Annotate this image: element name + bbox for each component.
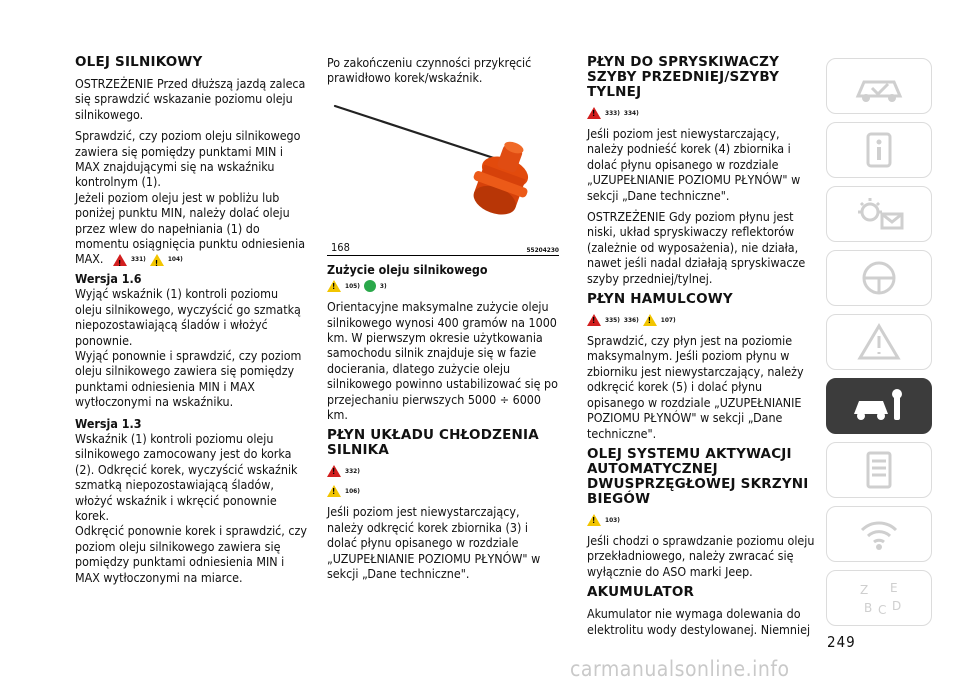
reference-number: 332) (345, 467, 360, 476)
paragraph: OSTRZEŻENIE Gdy poziom płynu jest niski, układ spryskiwaczy reflektorów (zależnie od wyposażenia), nie działa, nawet jeśli nadal działają spryskiwacze szyby przedniej/tylnej. (587, 209, 806, 286)
steering-wheel-icon (844, 256, 914, 300)
page-number: 249 (827, 633, 856, 651)
reference-icons (327, 464, 559, 478)
lights-envelope-icon (844, 192, 914, 236)
paragraph: Jeśli poziom jest niewystarczający, należy odkręcić korek zbiornika (3) i dolać płynu opisanego w rozdziale „UZUPEŁNIANIE POZIOMU PŁYNÓW" w sekcji „Dane techniczne". (327, 504, 541, 582)
reference-number: 105) (345, 282, 360, 291)
car-wrench-icon (844, 384, 914, 428)
reference-icons (113, 253, 183, 267)
section-heading-engine-oil: OLEJ SILNIKOWY (75, 54, 203, 70)
tab-dashboard[interactable] (826, 58, 932, 114)
dipstick-figure (327, 94, 559, 256)
spec-sheet-icon (844, 448, 914, 492)
tab-emergency[interactable] (826, 314, 932, 370)
paragraph: Jeśli poziom jest niewystarczający, należy podnieść korek (4) zbiornika i dolać płynu opisanego w rozdziale „UZUPEŁNIANIE POZIOMU PŁYNÓW" w sekcji „Dane techniczne". (587, 126, 801, 203)
column-3 (587, 55, 819, 643)
section-heading-coolant: PŁYN UKŁADU CHŁODZENIA SILNIKA (327, 427, 539, 459)
svg-text:B: B (864, 601, 873, 615)
reference-number: 331) (130, 255, 146, 264)
tab-driving[interactable] (826, 250, 932, 306)
svg-text:E: E (890, 581, 898, 595)
media-wifi-icon (844, 512, 914, 556)
tab-info[interactable] (826, 122, 932, 178)
environment-leaf-icon (364, 280, 376, 292)
caution-warning-icon (150, 254, 164, 266)
reference-number: 103) (605, 515, 620, 524)
info-book-icon (844, 128, 914, 172)
dipstick-illustration (327, 94, 559, 244)
warning-triangle-icon (844, 320, 914, 364)
danger-warning-icon (587, 314, 601, 326)
figure-divider (327, 255, 559, 256)
figure-code: 55204230 (526, 245, 559, 254)
section-heading-gearbox-oil: OLEJ SYSTEMU AKTYWACJI AUTOMATYCZNEJ DWUSPRZĘGŁOWEJ SKRZYNI BIEGÓW (587, 445, 809, 507)
svg-text:D: D (892, 599, 902, 613)
dashboard-car-icon (844, 64, 914, 108)
paragraph-text: Jeżeli poziom oleju jest w pobliżu lub poniżej punktu MIN, należy dolać oleju przez wlew do napełniania (1) do momentu osiągnięcia punktu odniesienia MAX. (75, 189, 306, 267)
paragraph: Wskaźnik (1) kontroli poziomu oleju silnikowego zamocowany jest do korka (2). Odkręcić korek, wyczyścić wskaźnik szmatką niepozostawiającą śladów, włożyć wskaźnik i wkręcić ponownie korek. (75, 431, 298, 524)
paragraph: Orientacyjne maksymalne zużycie oleju silnikowego wynosi 400 gramów na 1000 km. W pierwszym okresie użytkowania samochodu silnik znajduje się w fazie docierania, dlatego zużycie oleju silnikowego powinno ustabilizować się po przejechaniu pierwszych 5000 ÷ 6000 km. (327, 299, 558, 423)
section-heading-brake-fluid: PŁYN HAMULCOWY (587, 291, 733, 308)
caution-warning-icon (643, 314, 657, 326)
alphabet-index-icon (844, 576, 914, 620)
danger-warning-icon (113, 254, 127, 266)
subheading-oil-consumption: Zużycie oleju silnikowego (327, 261, 488, 277)
reference-number: 336) (623, 316, 639, 325)
section-heading-battery: AKUMULATOR (587, 584, 695, 601)
caution-warning-icon (587, 514, 601, 526)
danger-warning-icon (587, 107, 601, 119)
section-heading-washer-fluid: PŁYN DO SPRYSKIWACZY SZYBY PRZEDNIEJ/SZYBY TYLNEJ (587, 54, 780, 100)
reference-number: 106) (345, 487, 360, 496)
reference-number: 334) (623, 109, 639, 117)
danger-warning-icon (327, 465, 341, 477)
watermark: carmanualsonline.info (570, 657, 790, 681)
reference-icons (587, 313, 819, 327)
tab-multimedia[interactable] (826, 506, 932, 562)
paragraph: Sprawdzić, czy poziom oleju silnikowego zawiera się pomiędzy punktami MIN i MAX znajdującymi się na wskaźniku kontrolnym (1). (75, 128, 301, 190)
paragraph: Sprawdzić, czy płyn jest na poziomie maksymalnym. Jeśli poziom płynu w zbiorniku jest niewystarczający, należy odkręcić korek (5) i dolać płynu opisanego w rozdziale „UZUPEŁNIANIE POZIOMU PŁYNÓW" w sekcji „Dane techniczne". (587, 333, 804, 441)
column-1 (75, 55, 307, 591)
paragraph: Odkręcić ponownie korek i sprawdzić, czy poziom oleju silnikowego zawiera się pomiędzy punktami odniesienia MIN i MAX wytłoczonymi na miarce. (75, 523, 307, 585)
paragraph: Wyjąć ponownie i sprawdzić, czy poziom oleju silnikowego zawiera się pomiędzy punktami odniesienia MIN i MAX wytłoczonymi na wskaźniku. (75, 348, 302, 410)
paragraph: Akumulator nie wymaga dolewania do elektrolitu wody destylowanej. Niemniej (587, 606, 811, 637)
reference-number: 333) (605, 109, 620, 117)
reference-number: 3) (379, 282, 387, 291)
paragraph: Wyjąć wskaźnik (1) kontroli poziomu oleju silnikowego, wyczyścić go szmatką niepozostawiającą śladów i włożyć ponownie. (75, 286, 301, 348)
reference-icons (327, 279, 559, 293)
reference-icons (587, 513, 819, 527)
reference-number: 335) (605, 316, 620, 325)
paragraph: Jeśli chodzi o sprawdzanie poziomu oleju przekładniowego, należy zwracać się wyłącznie do ASO marki Jeep. (587, 532, 815, 579)
paragraph: Po zakończeniu czynności przykręcić prawidłowo korek/wskaźnik. (327, 55, 532, 86)
figure-number: 168 (331, 240, 350, 254)
paragraph: OSTRZEŻENIE Przed dłuższą jazdą zaleca się sprawdzić wskazanie poziomu oleju silnikowego. (75, 76, 306, 122)
caution-warning-icon (327, 485, 341, 497)
reference-number: 104) (167, 255, 183, 264)
chapter-sidebar (826, 58, 932, 634)
tab-index[interactable] (826, 570, 932, 626)
tab-maintenance[interactable] (826, 378, 932, 434)
caution-warning-icon (327, 280, 341, 292)
svg-text:Z: Z (860, 583, 869, 597)
tab-lights[interactable] (826, 186, 932, 242)
svg-text:C: C (878, 603, 887, 617)
version-heading: Wersja 1.3 (75, 415, 142, 431)
column-2 (327, 55, 559, 588)
reference-number: 107) (660, 316, 676, 325)
version-heading: Wersja 1.6 (75, 270, 142, 286)
reference-icons (327, 484, 559, 498)
tab-specifications[interactable] (826, 442, 932, 498)
reference-icons (587, 106, 819, 120)
paragraph (75, 190, 307, 267)
